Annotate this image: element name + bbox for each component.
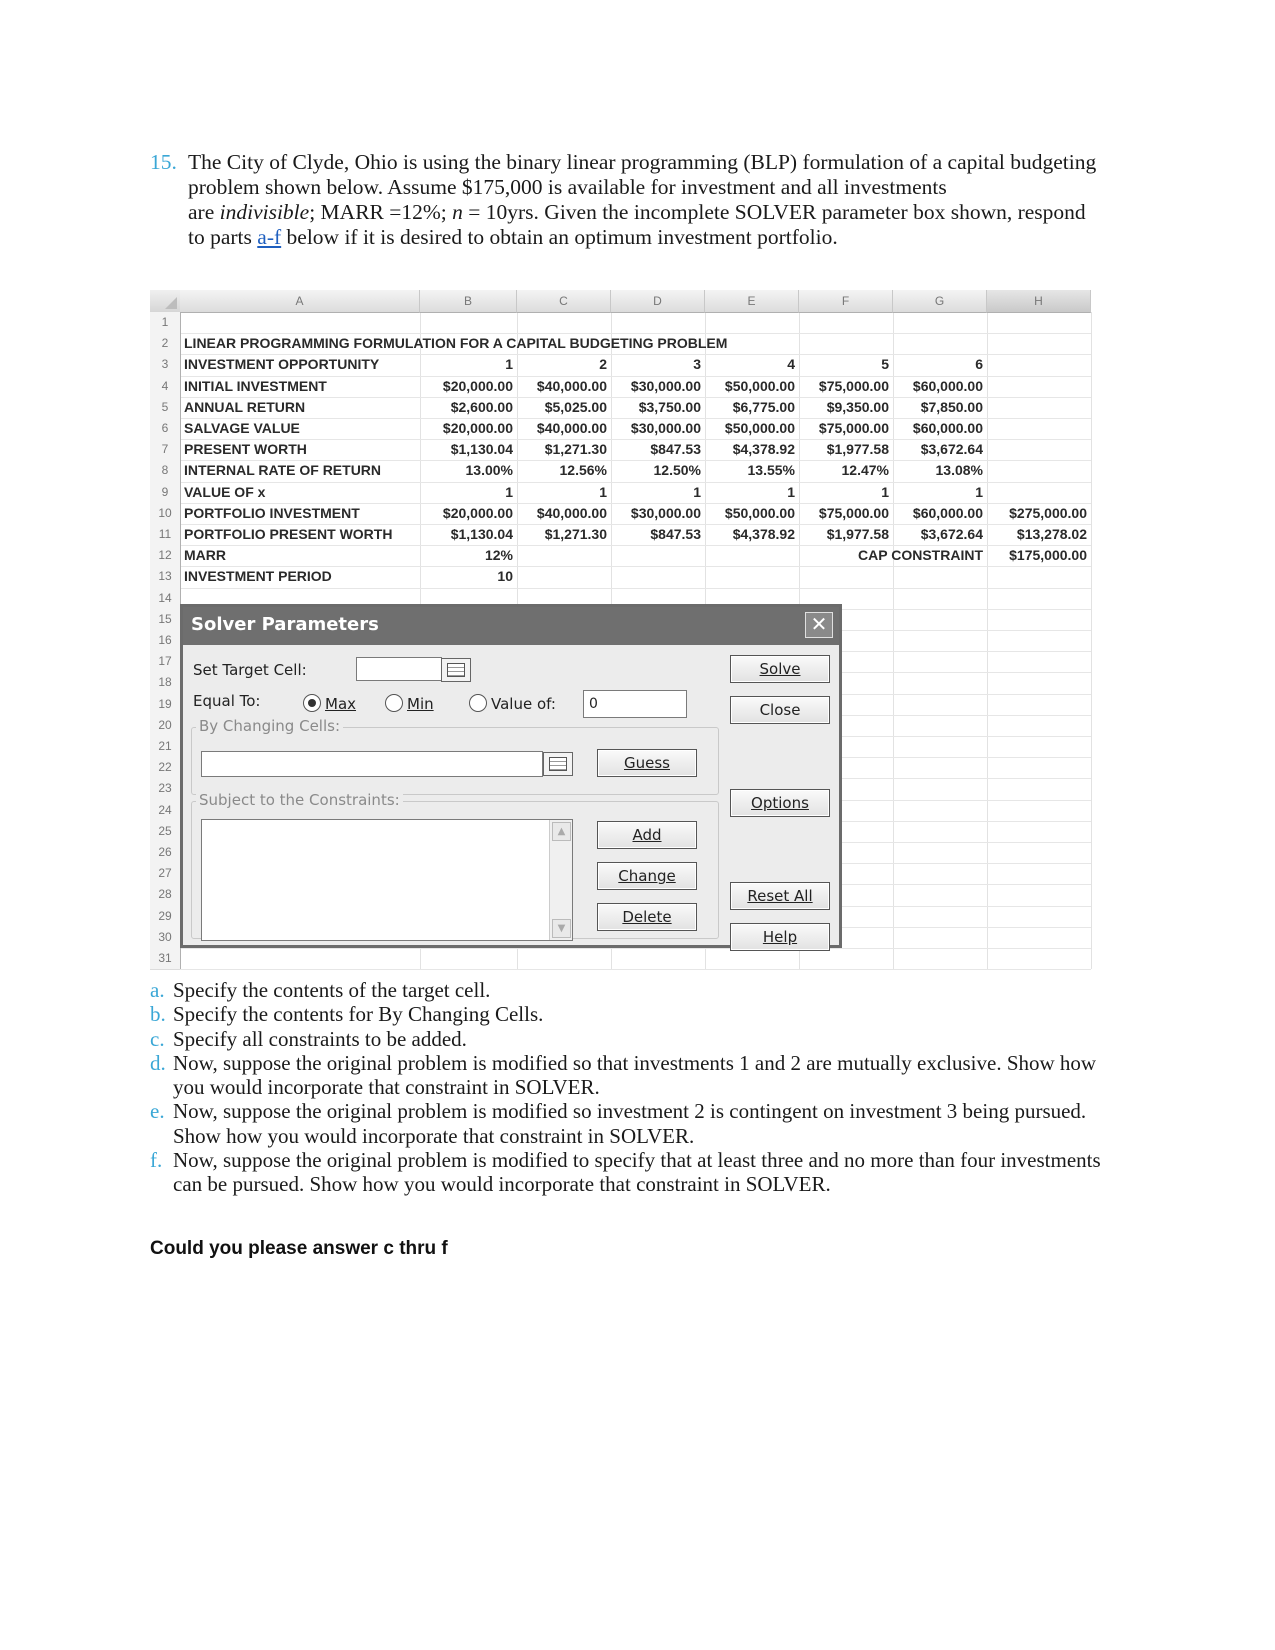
row-label-cell[interactable]: PORTFOLIO PRESENT WORTH xyxy=(184,526,393,542)
question-text: Could you please answer c thru f xyxy=(150,1238,448,1259)
part-letter: e. xyxy=(150,1099,165,1124)
select-all-corner[interactable] xyxy=(150,290,181,313)
column-header-g[interactable]: G xyxy=(893,290,987,313)
value-cell[interactable]: 1 xyxy=(505,356,513,373)
constraints-list[interactable] xyxy=(201,819,573,941)
value-cell[interactable]: $1,271.30 xyxy=(544,526,607,542)
value-cell[interactable]: $1,130.04 xyxy=(450,526,513,542)
part-text: Specify all constraints to be added. xyxy=(173,1026,467,1051)
help-button[interactable] xyxy=(730,923,830,951)
grid-line xyxy=(987,312,988,969)
problem-line-1: The City of Clyde, Ohio is using the binary linear programming (BLP) formulation of a capital budgeting xyxy=(188,150,1097,174)
row-label-cell[interactable]: INVESTMENT OPPORTUNITY xyxy=(184,356,380,373)
guess-button[interactable] xyxy=(597,749,697,777)
value-cell[interactable]: 13.00% xyxy=(465,462,513,479)
min-label: Min xyxy=(407,695,434,713)
row-label-cell[interactable]: MARR xyxy=(184,547,226,564)
part-text: Specify the contents for By Changing Cells. xyxy=(173,1002,544,1027)
equal-to-label: Equal To: xyxy=(193,692,261,710)
button-label: Reset All xyxy=(747,887,813,905)
value-cell[interactable]: $13,278.02 xyxy=(1016,526,1087,542)
row-label-cell[interactable]: PORTFOLIO INVESTMENT xyxy=(184,504,360,521)
options-button[interactable] xyxy=(730,789,830,817)
grid-line xyxy=(180,948,1091,949)
row-header[interactable]: 4 xyxy=(150,376,181,398)
column-header-d[interactable]: D xyxy=(611,290,705,313)
max-label: Max xyxy=(325,695,357,713)
set-target-label: Set Target Cell: xyxy=(193,661,307,679)
button-label: Solve xyxy=(759,660,801,678)
row-header[interactable]: 20 xyxy=(150,715,181,737)
solver-parameters-dialog xyxy=(180,604,842,948)
value-cell[interactable]: 1 xyxy=(693,483,701,500)
part-item xyxy=(150,1002,1110,1026)
value-of-input[interactable]: 0 xyxy=(583,690,687,718)
value-cell[interactable]: $3,750.00 xyxy=(638,398,701,415)
button-label: Change xyxy=(618,867,676,885)
row-header[interactable]: 3 xyxy=(150,354,181,376)
part-text: Now, suppose the original problem is modified so that investments 1 and 2 are mutually exclusive. Show how you would incorporate that constraint in SOLVER. xyxy=(173,1050,1097,1100)
changing-cells-label: By Changing Cells: xyxy=(196,717,343,735)
value-cell[interactable]: 1 xyxy=(505,483,513,500)
text-span: are xyxy=(188,200,220,224)
row-header[interactable]: 13 xyxy=(150,566,181,588)
part-item xyxy=(150,1148,1110,1197)
value-cell[interactable]: $75,000.00 xyxy=(818,420,889,436)
change-button[interactable] xyxy=(597,862,697,890)
value-cell[interactable]: $60,000.00 xyxy=(912,504,983,521)
value-cell[interactable]: 4 xyxy=(787,356,795,373)
row-header[interactable]: 7 xyxy=(150,439,181,461)
cap-constraint-value[interactable]: $175,000.00 xyxy=(1009,547,1087,564)
row-header[interactable]: 9 xyxy=(150,482,181,504)
problem-line-2: problem shown below. Assume $175,000 is available for investment and all investments xyxy=(188,175,947,199)
problem-statement xyxy=(150,150,1110,250)
value-cell[interactable]: $50,000.00 xyxy=(724,377,795,394)
row-header[interactable]: 31 xyxy=(150,948,181,970)
collapse-dialog-icon[interactable] xyxy=(543,752,573,776)
row-header[interactable]: 19 xyxy=(150,694,181,716)
close-button[interactable] xyxy=(730,696,830,724)
value-cell[interactable]: $40,000.00 xyxy=(536,377,607,394)
value-cell[interactable]: 1 xyxy=(599,483,607,500)
add-button[interactable] xyxy=(597,821,697,849)
button-label: Delete xyxy=(622,908,672,926)
value-cell[interactable]: $1,271.30 xyxy=(544,441,607,458)
parts-list xyxy=(150,978,1110,1197)
value-cell[interactable]: 10 xyxy=(497,568,513,585)
value-cell[interactable]: $2,600.00 xyxy=(450,398,513,415)
part-letter: b. xyxy=(150,1002,166,1027)
row-header[interactable]: 22 xyxy=(150,757,181,779)
value-cell[interactable]: 1 xyxy=(881,483,889,500)
italic-indivisible: indivisible xyxy=(219,200,310,224)
grid-line xyxy=(180,969,1091,970)
value-cell[interactable]: 12.47% xyxy=(841,462,889,479)
row-header[interactable]: 18 xyxy=(150,672,181,694)
row-header[interactable]: 10 xyxy=(150,503,181,525)
row-label-cell[interactable]: INTERNAL RATE OF RETURN xyxy=(184,462,382,479)
row-header[interactable]: 23 xyxy=(150,778,181,800)
value-cell[interactable]: $20,000.00 xyxy=(442,377,513,394)
value-cell[interactable]: $4,378.92 xyxy=(732,441,795,458)
close-icon[interactable]: ✕ xyxy=(805,612,833,638)
text-span: ; MARR =12%; xyxy=(309,200,453,224)
column-header-f[interactable]: F xyxy=(799,290,893,313)
value-cell[interactable]: 3 xyxy=(693,356,701,373)
value-cell[interactable]: $50,000.00 xyxy=(724,420,795,436)
changing-cells-input[interactable] xyxy=(201,751,543,777)
column-header-e[interactable]: E xyxy=(705,290,799,313)
column-header-h[interactable]: H xyxy=(987,290,1091,313)
button-label: Help xyxy=(762,928,798,946)
row-header[interactable]: 8 xyxy=(150,460,181,482)
collapse-dialog-icon[interactable] xyxy=(441,658,471,682)
set-target-input[interactable] xyxy=(356,657,442,681)
sheet-title-cell[interactable]: LINEAR PROGRAMMING FORMULATION FOR A CAPITAL BUDGETING PROBLEM xyxy=(184,335,728,352)
problem-number: 15. xyxy=(150,150,177,174)
part-text: Specify the contents of the target cell. xyxy=(173,978,491,1002)
row-header[interactable]: 24 xyxy=(150,800,181,822)
row-header[interactable]: 5 xyxy=(150,397,181,419)
value-cell[interactable]: $1,130.04 xyxy=(450,441,513,458)
row-header[interactable]: 15 xyxy=(150,609,181,631)
value-cell[interactable]: 1 xyxy=(787,483,795,500)
part-letter: c. xyxy=(150,1026,165,1051)
row-header[interactable]: 11 xyxy=(150,524,181,546)
solve-button[interactable] xyxy=(730,655,830,683)
button-label: Options xyxy=(751,794,809,812)
value-cell[interactable]: 2 xyxy=(599,356,607,373)
row-label-cell[interactable]: VALUE OF x xyxy=(184,483,266,500)
value-cell[interactable]: $30,000.00 xyxy=(630,504,701,521)
parts-link[interactable]: a-f xyxy=(257,225,282,249)
value-cell[interactable]: 12.50% xyxy=(653,462,701,479)
value-cell[interactable]: $1,977.58 xyxy=(826,526,889,542)
value-cell[interactable]: $60,000.00 xyxy=(912,377,983,394)
text-span: below if it is desired to obtain an optimum investment portfolio. xyxy=(281,225,838,249)
part-item xyxy=(150,978,1110,1002)
value-cell[interactable]: 5 xyxy=(881,356,889,373)
row-header[interactable]: 17 xyxy=(150,651,181,673)
text-span: to parts xyxy=(188,225,258,249)
part-text: Now, suppose the original problem is modified so investment 2 is contingent on investment 3 being pursued. Show how you would incorporate that constraint in SOLVER. xyxy=(173,1099,1087,1148)
value-cell[interactable]: $5,025.00 xyxy=(544,398,607,415)
column-header-c[interactable]: C xyxy=(517,290,611,313)
constraints-label: Subject to the Constraints: xyxy=(196,791,403,809)
row-header[interactable]: 12 xyxy=(150,545,181,567)
row-header[interactable]: 29 xyxy=(150,906,181,928)
row-header[interactable]: 21 xyxy=(150,736,181,758)
value-cell[interactable]: $60,000.00 xyxy=(912,420,983,436)
value-cell[interactable]: $40,000.00 xyxy=(536,420,607,436)
value-cell[interactable]: $75,000.00 xyxy=(818,504,889,521)
button-label: Add xyxy=(632,826,662,844)
value-cell[interactable]: $275,000.00 xyxy=(1009,504,1087,521)
row-header[interactable]: 30 xyxy=(150,927,181,949)
row-header[interactable]: 27 xyxy=(150,863,181,885)
part-text: Now, suppose the original problem is modified to specify that at least three and no more than four investments can be pursued. Show how you would incorporate that constraint in SOLVER. xyxy=(173,1148,1101,1197)
part-item xyxy=(150,1027,1110,1051)
part-letter: f. xyxy=(150,1148,163,1173)
button-label: Guess xyxy=(624,754,670,772)
row-header[interactable]: 25 xyxy=(150,821,181,843)
value-of-label: Value of: xyxy=(491,695,556,713)
row-header[interactable]: 2 xyxy=(150,333,181,355)
value-cell[interactable]: 13.08% xyxy=(935,462,983,479)
grid-line xyxy=(180,588,1091,589)
value-cell[interactable]: 6 xyxy=(975,356,983,373)
part-item xyxy=(150,1099,1110,1148)
value-cell[interactable]: $30,000.00 xyxy=(630,377,701,394)
value-cell[interactable]: $1,977.58 xyxy=(826,441,889,458)
constraints-scrollbar[interactable] xyxy=(549,820,572,940)
row-header[interactable]: 28 xyxy=(150,884,181,906)
column-header-a[interactable]: A xyxy=(180,290,420,313)
problem-line-4 xyxy=(188,225,1110,250)
value-cell[interactable]: $847.53 xyxy=(650,526,701,542)
value-of-radio[interactable] xyxy=(469,694,487,712)
problem-line-3 xyxy=(188,200,1110,225)
grid-line xyxy=(1091,312,1092,969)
value-cell[interactable]: $75,000.00 xyxy=(818,377,889,394)
row-label-cell[interactable]: INVESTMENT PERIOD xyxy=(184,568,332,585)
row-header[interactable]: 14 xyxy=(150,588,181,610)
min-radio[interactable] xyxy=(385,694,403,712)
value-cell[interactable]: $20,000.00 xyxy=(442,420,513,436)
value-cell[interactable]: 12% xyxy=(484,547,513,564)
row-label-cell[interactable]: INITIAL INVESTMENT xyxy=(184,377,327,394)
button-label: Close xyxy=(759,701,801,719)
row-header[interactable]: 16 xyxy=(150,630,181,652)
row-header[interactable]: 1 xyxy=(150,312,181,334)
value-cell[interactable]: $20,000.00 xyxy=(442,504,513,521)
row-label-cell[interactable]: ANNUAL RETURN xyxy=(184,398,306,415)
part-letter: d. xyxy=(150,1050,166,1075)
value-cell[interactable]: $847.53 xyxy=(650,441,701,458)
value-cell[interactable]: $4,378.92 xyxy=(732,526,795,542)
scroll-up-icon[interactable]: ▲ xyxy=(552,822,571,841)
delete-button[interactable] xyxy=(597,903,697,931)
value-cell[interactable]: $30,000.00 xyxy=(630,420,701,436)
row-label-cell[interactable]: PRESENT WORTH xyxy=(184,441,307,458)
value-cell[interactable]: $7,850.00 xyxy=(920,398,983,415)
column-header-b[interactable]: B xyxy=(420,290,517,313)
italic-n: n xyxy=(452,200,463,224)
value-cell[interactable]: $3,672.64 xyxy=(920,526,983,542)
value-cell[interactable]: $50,000.00 xyxy=(724,504,795,521)
value-cell[interactable]: 1 xyxy=(975,483,983,500)
row-label-cell[interactable]: SALVAGE VALUE xyxy=(184,420,300,436)
value-cell[interactable]: 13.55% xyxy=(747,462,795,479)
max-radio[interactable] xyxy=(303,694,321,712)
dialog-title: Solver Parameters xyxy=(183,607,839,645)
text-span: = 10yrs. Given the incomplete SOLVER parameter box shown, respond xyxy=(462,200,1086,224)
part-letter: a. xyxy=(150,978,165,1002)
row-header[interactable]: 6 xyxy=(150,418,181,440)
cap-constraint-label[interactable]: CAP CONSTRAINT xyxy=(858,547,983,564)
value-cell[interactable]: $40,000.00 xyxy=(536,504,607,521)
value-cell[interactable]: 12.56% xyxy=(559,462,607,479)
part-item xyxy=(150,1051,1110,1100)
value-cell[interactable]: $9,350.00 xyxy=(826,398,889,415)
scroll-down-icon[interactable]: ▼ xyxy=(552,919,571,938)
value-cell[interactable]: $3,672.64 xyxy=(920,441,983,458)
reset-all-button[interactable] xyxy=(730,882,830,910)
row-header[interactable]: 26 xyxy=(150,842,181,864)
value-cell[interactable]: $6,775.00 xyxy=(732,398,795,415)
